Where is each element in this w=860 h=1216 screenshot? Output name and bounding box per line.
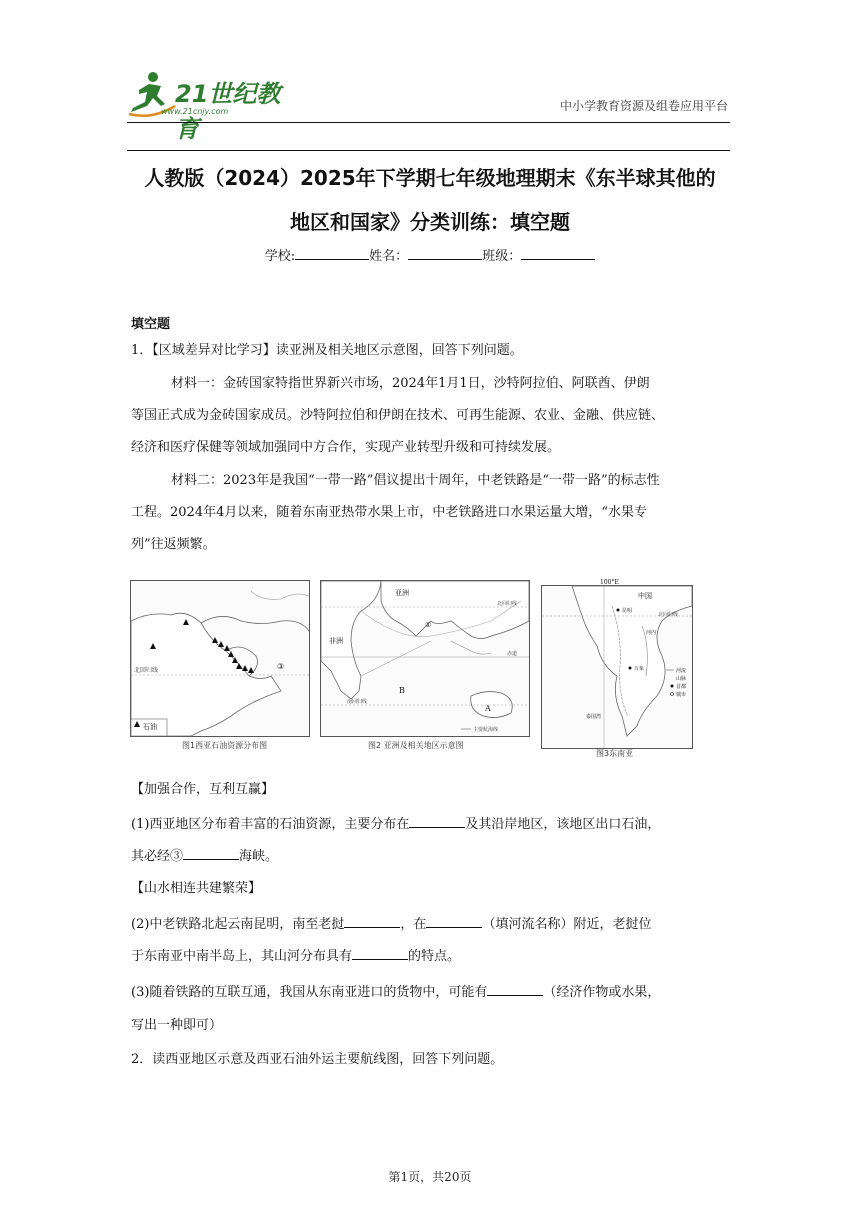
q1-sub1-line2: [131, 847, 731, 866]
name-blank[interactable]: [408, 247, 482, 260]
q1-material2-line3: 列”往返频繁。: [131, 537, 216, 552]
fig3-legend-river: 河流: [676, 668, 687, 674]
page-title-line2: 地区和国家》分类训练：填空题: [290, 210, 570, 234]
fig2-tropic-n-label: 北回归线: [497, 601, 518, 607]
q1-sub3-line2: 写出一种即可）: [131, 1018, 223, 1033]
q1-sub2-text-c: （填河流名称）附近，老挝位: [482, 917, 652, 932]
q1-sub1-text-c: 其必经③: [131, 849, 184, 864]
q1-sub2-text-d: 于东南亚中南半岛上，其山河分布具有: [131, 949, 353, 964]
q1-sub1-text-b: 及其沿岸地区，该地区出口石油，: [465, 817, 661, 832]
q1-heading-cooperation: 【加强合作，互利互赢】: [131, 782, 275, 797]
fig3-tropic-label: 北回归线: [658, 612, 679, 618]
page-footer: 第1页，共20页: [388, 1170, 472, 1184]
q1-sub2-blank2[interactable]: [426, 915, 482, 928]
figure3-southeast-asia-map: [541, 579, 693, 749]
q1-sub2-text-e: 的特点。: [408, 949, 461, 964]
fig3-legend-city: 城市: [676, 692, 687, 698]
fig3-kunming-label: 昆明: [622, 608, 633, 614]
q1-sub2-text-b: ，在: [400, 917, 427, 932]
fig2-africa-label: 非洲: [329, 637, 343, 645]
logo: [127, 68, 302, 143]
q1-sub3-text-b: （经济作物或水果，: [543, 985, 661, 1000]
figure3-caption: 图3东南亚: [596, 749, 634, 758]
class-label: 班级：: [482, 249, 522, 264]
fig3-legend-mountain: 山脉: [676, 676, 687, 682]
figure1-west-asia-oil-map: [130, 580, 310, 737]
student-info: [0, 245, 860, 264]
q1-sub1-blank1[interactable]: [409, 815, 465, 828]
fig2-mark-1: ①: [425, 621, 432, 629]
fig3-legend: [666, 667, 686, 698]
q2-stem: 2．读西亚地区示意及西亚石油外运主要航线图，回答下列问题。: [131, 1052, 504, 1067]
q1-stem: 1．【区域差异对比学习】读亚洲及相关地区示意图，回答下列问题。: [131, 343, 523, 358]
page-title-line1: 人教版（2024）2025年下学期七年级地理期末《东半球其他的: [144, 166, 716, 190]
section-heading: 填空题: [131, 317, 171, 332]
fig3-legend-capital: 首都: [676, 684, 687, 690]
fig2-tropic-s-label: 南回归线: [347, 699, 368, 705]
q1-sub2-line1: [131, 915, 731, 934]
fig2-region-a: A: [485, 704, 491, 713]
fig3-longitude-label: 100°E: [600, 579, 619, 586]
class-blank[interactable]: [521, 247, 595, 260]
platform-name: 中小学教育资源及组卷应用平台: [559, 99, 728, 113]
school-label: 学校:: [264, 249, 296, 264]
q1-sub3-blank1[interactable]: [487, 983, 543, 996]
logo-url: www.21cnjy.com: [161, 107, 229, 116]
fig1-latitude-label: 北回归线: [134, 667, 159, 674]
fig2-equator-label: 赤道: [507, 651, 518, 657]
title-divider: [127, 150, 730, 151]
fig3-vientiane-label: 万象: [634, 666, 645, 672]
fig3-china-label: 中国: [638, 592, 652, 600]
q1-sub1-blank2[interactable]: [183, 847, 239, 860]
fig2-ocean-b: B: [399, 686, 405, 695]
q1-sub2-line2: [131, 947, 731, 966]
q1-sub1-line1: [131, 815, 731, 834]
fig3-gulf-label: 泰国湾: [586, 714, 602, 720]
q1-sub1-text-d: 海峡。: [239, 849, 279, 864]
header-divider: [127, 122, 730, 123]
figure2-caption: 图2 亚洲及相关地区示意图: [368, 741, 464, 750]
q1-heading-mountains: 【山水相连共建繁荣】: [131, 881, 262, 896]
name-label: 姓名：: [369, 249, 409, 264]
q1-sub2-blank1[interactable]: [344, 915, 400, 928]
fig2-asia-label: 亚洲: [395, 589, 409, 597]
q1-material1-line1: 材料一：金砖国家特指世界新兴市场，2024年1月1日，沙特阿拉伯、阿联酋、伊朗: [171, 376, 650, 391]
page-header: [127, 64, 730, 152]
fig1-strait-mark: ③: [277, 662, 285, 671]
q1-sub2-blank3[interactable]: [352, 947, 408, 960]
q1-material1-line2: 等国正式成为金砖国家成员。沙特阿拉伯和伊朗在技术、可再生能源、农业、金融、供应链、: [131, 408, 665, 423]
fig3-hanoi-label: 河内: [646, 630, 657, 636]
q1-material2-line2: 工程。2024年4月以来，随着东南亚热带水果上市，中老铁路进口水果运量大增，“水果专: [131, 505, 648, 520]
fig2-route-legend: 主要航海线: [473, 727, 499, 733]
school-blank[interactable]: [295, 247, 369, 260]
q1-material1-line3: 经济和医疗保健等领域加强同中方合作，实现产业转型升级和可持续发展。: [131, 440, 561, 455]
logo-text: 21世纪教育: [175, 80, 281, 143]
q1-sub3-text-a: (3)随着铁路的互联互通，我国从东南亚进口的货物中，可能有: [131, 985, 488, 1000]
figure2-asia-map: [320, 580, 530, 737]
q1-sub2-text-a: (2)中老铁路北起云南昆明，南至老挝: [131, 917, 345, 932]
figure1-caption: 图1西亚石油资源分布图: [182, 741, 268, 750]
q1-material2-line1: 材料二：2023年是我国“一带一路”倡议提出十周年，中老铁路是“一带一路”的标志性: [171, 473, 660, 488]
q1-sub1-text-a: (1)西亚地区分布着丰富的石油资源，主要分布在: [131, 817, 410, 832]
q1-sub3-line1: [131, 983, 731, 1002]
fig1-legend-oil: 石油: [143, 723, 157, 731]
